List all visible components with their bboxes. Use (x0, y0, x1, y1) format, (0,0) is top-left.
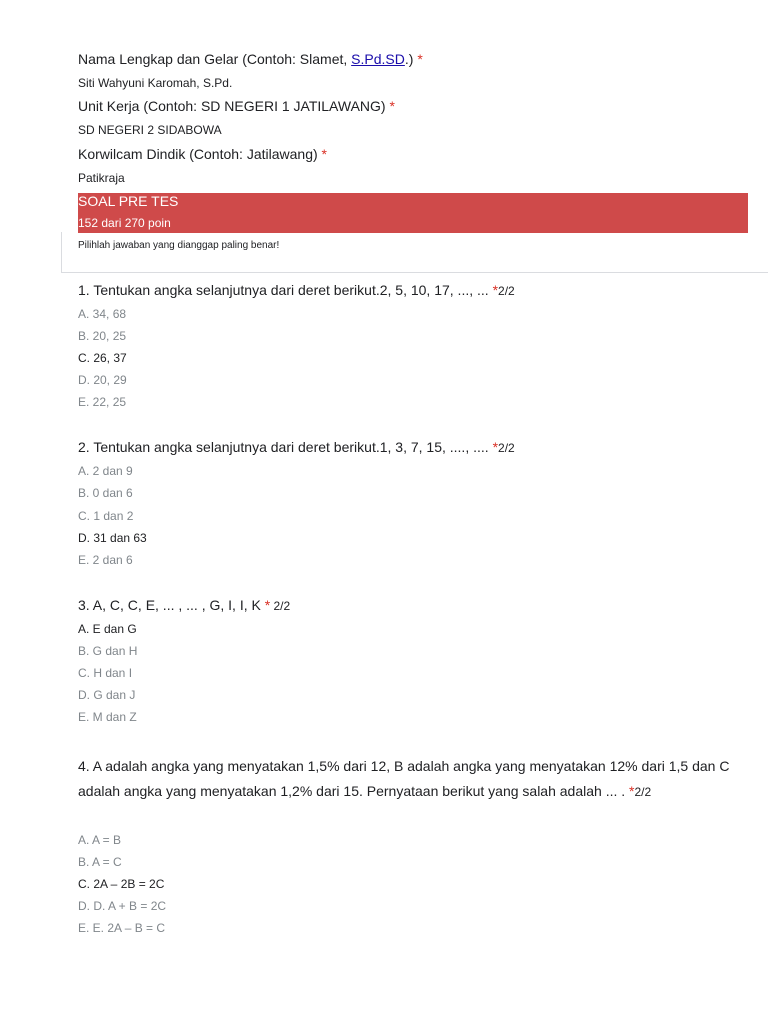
option-q4-e: E. E. 2A – B = C (78, 921, 166, 935)
question-text: 3. A, C, C, E, ... , ... , G, I, I, K (78, 597, 265, 613)
name-field-label (78, 51, 423, 67)
name-field-value: Siti Wahyuni Karomah, S.Pd. (78, 76, 233, 90)
option-q3-e: E. M dan Z (78, 710, 137, 724)
name-label-text: Nama Lengkap dan Gelar (Contoh: Slamet, (78, 51, 352, 67)
option-q2-e: E. 2 dan 6 (78, 553, 133, 567)
instruction-card (61, 232, 768, 273)
question-text: 4. A adalah angka yang menyatakan 1,5% dari 12, B adalah angka yang menyatakan 12% dari 1,5 dan C adalah angka yang menyatakan 1,2% dari 15. Pernyataan berikut yang salah adalah ... . (78, 758, 730, 799)
name-label-link[interactable]: S.Pd.SD (351, 51, 405, 67)
option-q1-c-selected: C. 26, 37 (78, 351, 127, 365)
option-q1-e: E. 22, 25 (78, 395, 127, 409)
unit-label-text: Unit Kerja (Contoh: SD NEGERI 1 JATILAWANG) (78, 98, 386, 114)
unit-field-label (78, 98, 395, 114)
question-1-title (78, 282, 515, 298)
korwil-label-text: Korwilcam Dindik (Contoh: Jatilawang) (78, 146, 318, 162)
option-q4-a: A. A = B (78, 833, 122, 847)
option-q3-d: D. G dan J (78, 688, 136, 702)
question-text: 2. Tentukan angka selanjutnya dari deret berikut.1, 3, 7, 15, ...., .... (78, 439, 493, 455)
question-score: 2/2 (270, 599, 291, 613)
banner-score: 152 dari 270 poin (78, 216, 171, 230)
option-q3-c: C. H dan I (78, 666, 133, 680)
required-mark: * (321, 146, 327, 162)
required-mark: * (389, 98, 395, 114)
option-q2-c: C. 1 dan 2 (78, 509, 134, 523)
required-mark: * (417, 51, 423, 67)
korwil-field-label (78, 146, 327, 162)
option-q4-b: B. A = C (78, 855, 122, 869)
korwil-field-value: Patikraja (78, 171, 125, 185)
option-q1-b: B. 20, 25 (78, 329, 127, 343)
option-q3-a-selected: A. E dan G (78, 622, 137, 636)
question-score: 2/2 (498, 441, 515, 455)
question-score: 2/2 (634, 785, 652, 799)
question-text: 1. Tentukan angka selanjutnya dari deret berikut.2, 5, 10, 17, ..., ... (78, 282, 493, 298)
name-label-end: .) (404, 51, 414, 67)
required-mark: * (629, 783, 635, 799)
option-q2-b: B. 0 dan 6 (78, 486, 133, 500)
option-q2-a: A. 2 dan 9 (78, 464, 133, 478)
banner-title: SOAL PRE TES (78, 193, 179, 209)
question-4-title (78, 754, 738, 805)
question-score: 2/2 (498, 284, 515, 298)
required-mark: * (492, 439, 499, 455)
required-mark: * (492, 282, 499, 298)
option-q1-d: D. 20, 29 (78, 373, 127, 387)
option-q3-b: B. G dan H (78, 644, 138, 658)
option-q4-d: D. D. A + B = 2C (78, 899, 167, 913)
option-q2-d-selected: D. 31 dan 63 (78, 531, 147, 545)
instruction-text: Pilihlah jawaban yang dianggap paling benar! (78, 240, 280, 251)
question-2-title (78, 439, 515, 455)
unit-field-value: SD NEGERI 2 SIDABOWA (78, 123, 222, 137)
score-banner (78, 193, 748, 233)
option-q1-a: A. 34, 68 (78, 307, 127, 321)
required-mark: * (264, 597, 271, 613)
question-3-title (78, 597, 290, 613)
option-q4-c-selected: C. 2A – 2B = 2C (78, 877, 165, 891)
